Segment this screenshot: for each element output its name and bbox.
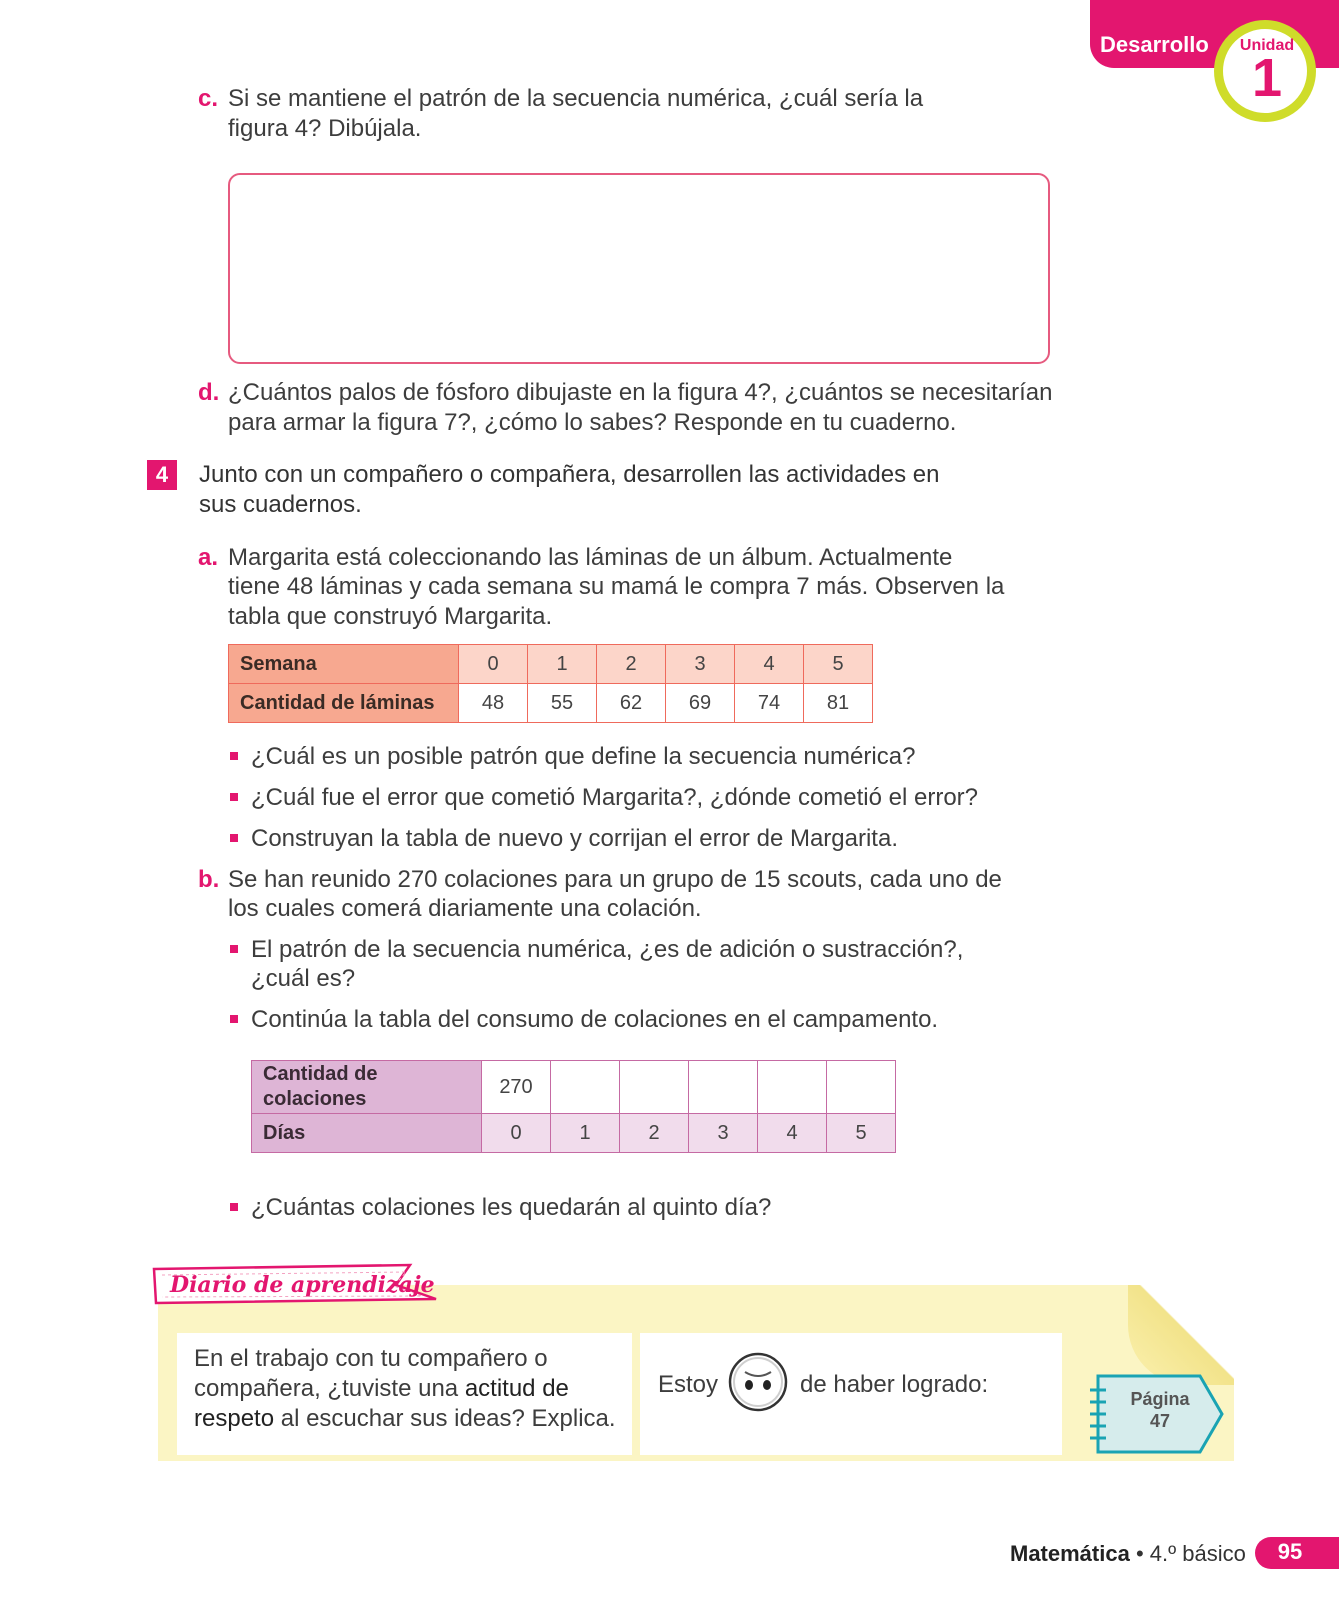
table-cell-empty[interactable]	[689, 1061, 758, 1114]
table-cell-empty[interactable]	[620, 1061, 689, 1114]
table-cell: 0	[482, 1114, 551, 1153]
item-b-letter: b.	[198, 866, 220, 893]
item-b-bullet2: Continúa la tabla del consumo de colaciones en el campamento.	[251, 1006, 939, 1033]
table-cell: 2	[620, 1114, 689, 1153]
table-header-cantidad: Cantidad de láminas	[229, 684, 459, 723]
diario-title: Diario de aprendizaje	[170, 1272, 435, 1298]
exercise-number: 4	[147, 460, 177, 490]
stickers-table	[228, 644, 873, 723]
item-b-line1: Se han reunido 270 colaciones para un grupo de 15 scouts, cada uno de	[228, 866, 1002, 893]
bullet-icon	[230, 945, 238, 953]
diario-q-line2	[194, 1374, 629, 1404]
bullet-icon	[230, 752, 238, 760]
diario-q-highlight2: respeto	[194, 1405, 275, 1432]
item-c-line1: Si se mantiene el patrón de la secuencia numérica, ¿cuál sería la	[228, 85, 924, 112]
table-cell: 0	[459, 645, 528, 684]
table-cell: 5	[804, 645, 873, 684]
table-cell-empty[interactable]	[827, 1061, 896, 1114]
pagina-number: 47	[1149, 1411, 1171, 1431]
exercise-4-line2: sus cuadernos.	[199, 491, 362, 518]
unit-number: 1	[1251, 48, 1283, 108]
table-cell: 5	[827, 1114, 896, 1153]
item-a-line1: Margarita está coleccionando las láminas de un álbum. Actualmente	[228, 544, 953, 571]
table-cell: 1	[551, 1114, 620, 1153]
table-cell: 62	[597, 684, 666, 723]
table-cell: 69	[666, 684, 735, 723]
diario-q-highlight1: actitud de	[464, 1375, 569, 1402]
diario-q-line1: En el trabajo con tu compañero o	[194, 1345, 548, 1372]
table-cell: 4	[735, 645, 804, 684]
footer-separator: •	[1129, 1541, 1150, 1566]
table-header-colaciones	[252, 1061, 482, 1114]
exercise-4-line1: Junto con un compañero o compañera, desarrollen las actividades en	[199, 461, 940, 488]
table-cell-empty[interactable]	[758, 1061, 827, 1114]
item-a-bullet1: ¿Cuál es un posible patrón que define la secuencia numérica?	[251, 743, 916, 770]
item-d-line2: para armar la figura 7?, ¿cómo lo sabes? Responde en tu cuaderno.	[228, 409, 957, 436]
table-cell: 3	[689, 1114, 758, 1153]
item-a-line3: tabla que construyó Margarita.	[228, 603, 553, 630]
footer-subject	[1010, 1541, 1246, 1567]
unit-word: Unidad	[1239, 37, 1295, 54]
item-a-line2: tiene 48 láminas y cada semana su mamá le compra 7 más. Observen la	[228, 573, 1005, 600]
item-c-letter: c.	[198, 85, 219, 112]
table-cell: 74	[735, 684, 804, 723]
estoy-text: Estoy	[658, 1371, 719, 1398]
table-cell: 3	[666, 645, 735, 684]
header-line2: colaciones	[263, 1088, 367, 1110]
table-header-dias: Días	[252, 1114, 482, 1153]
drawing-box[interactable]	[228, 173, 1050, 364]
footer-grade: 4.º básico	[1149, 1541, 1246, 1566]
table-cell-empty[interactable]	[551, 1061, 620, 1114]
diario-question	[194, 1344, 629, 1434]
item-d-line1: ¿Cuántos palos de fósforo dibujaste en la figura 4?, ¿cuántos se necesitarían	[228, 379, 1053, 406]
item-a-bullet2: ¿Cuál fue el error que cometió Margarita?, ¿dónde cometió el error?	[251, 784, 979, 811]
bullet-icon	[230, 1015, 238, 1023]
bullet-icon	[230, 834, 238, 842]
table-cell: 81	[804, 684, 873, 723]
section-label: Desarrollo	[1100, 32, 1209, 57]
table-cell: 1	[528, 645, 597, 684]
item-b-bullet1-line1: El patrón de la secuencia numérica, ¿es de adición o sustracción?,	[251, 936, 964, 963]
table-cell: 48	[459, 684, 528, 723]
diario-q-line3b: al escuchar sus ideas? Explica.	[274, 1405, 616, 1432]
item-b-bullet1-line2: ¿cuál es?	[251, 965, 356, 992]
table-cell: 2	[597, 645, 666, 684]
smiley-face-icon	[727, 1351, 789, 1413]
item-b-line2: los cuales comerá diariamente una colación.	[228, 895, 702, 922]
page-number: 95	[1277, 1539, 1303, 1564]
item-a-bullet3: Construyan la tabla de nuevo y corrijan el error de Margarita.	[251, 825, 898, 852]
table-cell: 270	[482, 1061, 551, 1114]
item-d-letter: d.	[198, 379, 220, 406]
item-b-bullet3: ¿Cuántas colaciones les quedarán al quinto día?	[251, 1194, 772, 1221]
item-a-letter: a.	[198, 544, 219, 571]
diario-q-line2a: compañera, ¿tuviste una	[194, 1375, 465, 1402]
bullet-icon	[230, 793, 238, 801]
diario-q-line3	[194, 1404, 629, 1434]
haber-logrado-text: de haber logrado:	[800, 1371, 989, 1398]
colaciones-table	[251, 1060, 896, 1153]
table-cell: 4	[758, 1114, 827, 1153]
header-line1: Cantidad de	[263, 1063, 378, 1085]
table-header-semana: Semana	[229, 645, 459, 684]
table-cell: 55	[528, 684, 597, 723]
pagina-label: Página	[1130, 1389, 1190, 1409]
footer-subject-name: Matemática	[1010, 1541, 1130, 1566]
item-c-line2: figura 4? Dibújala.	[228, 115, 422, 142]
bullet-icon	[230, 1203, 238, 1211]
